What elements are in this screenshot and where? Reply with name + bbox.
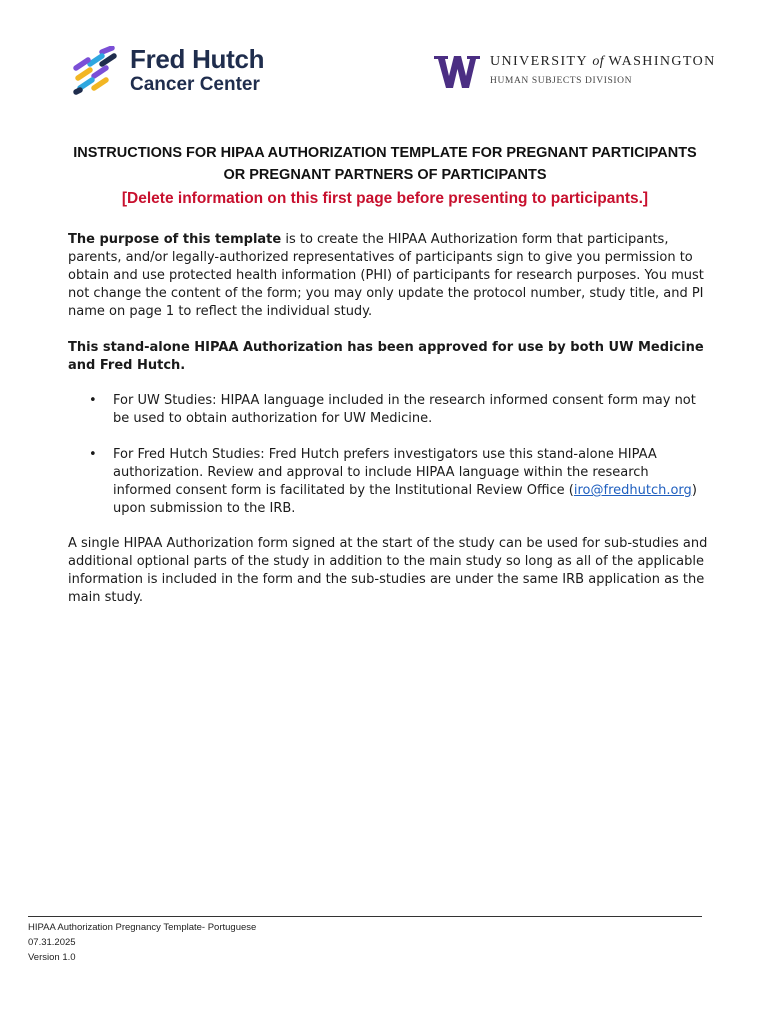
uw-division: HUMAN SUBJECTS DIVISION xyxy=(490,76,633,86)
uw-w-logo-icon xyxy=(434,56,480,88)
fred-hutch-logo-mark-icon xyxy=(72,46,118,96)
iro-email-link[interactable]: iro@fredhutch.org xyxy=(573,483,692,498)
bullet-fh-text-pre: For Fred Hutch Studies: Fred Hutch prefers investigators use this stand-alone HIPAA authorization. Review and approval to include HIPAA language within the research informed consent form is facilitated by the Institutional Review Office ( xyxy=(113,447,657,498)
footer-version: Version 1.0 xyxy=(28,952,76,963)
study-bullet-list xyxy=(68,392,708,536)
purpose-paragraph xyxy=(68,231,708,321)
footer-divider xyxy=(28,916,702,917)
delete-instruction-note: [Delete information on this first page before presenting to participants.] xyxy=(121,190,649,207)
footer-template-name: HIPAA Authorization Pregnancy Template- Portuguese xyxy=(28,922,257,933)
uw-name-university: UNIVERSITY xyxy=(490,54,588,69)
bullet-icon: • xyxy=(89,393,97,408)
uw-logo xyxy=(434,52,716,92)
footer-date: 07.31.2025 xyxy=(28,937,76,948)
purpose-lead: The purpose of this template xyxy=(68,232,282,247)
uw-name-washington: WASHINGTON xyxy=(608,54,716,69)
uw-name-of: of xyxy=(592,54,604,69)
fred-hutch-subtitle: Cancer Center xyxy=(130,74,260,95)
list-item xyxy=(68,446,708,518)
fred-hutch-title: Fred Hutch xyxy=(130,44,265,74)
list-item xyxy=(68,392,708,428)
uw-name xyxy=(490,54,716,70)
bullet-fh-text-post: ) upon submission to the IRB. xyxy=(113,483,697,516)
fred-hutch-logo xyxy=(72,44,302,100)
bullet-icon: • xyxy=(89,447,97,462)
document-title-line-1: INSTRUCTIONS FOR HIPAA AUTHORIZATION TEMPLATE FOR PREGNANT PARTICIPANTS xyxy=(73,145,697,161)
document-title-line-2: OR PREGNANT PARTNERS OF PARTICIPANTS xyxy=(223,167,547,183)
purpose-rest: is to create the HIPAA Authorization form that participants, parents, and/or legally-authorized representatives of participants sign to give you permission to obtain and use protected health information (PHI) of participants for research purposes. You must not change the content of the form; you may only update the protocol number, study title, and PI name on page 1 to reflect the individual study. xyxy=(68,232,704,319)
footer xyxy=(28,920,256,965)
bullet-uw-text: For UW Studies: HIPAA language included in the research informed consent form may not be used to obtain authorization for UW Medicine. xyxy=(113,393,696,426)
substudies-paragraph: A single HIPAA Authorization form signed at the start of the study can be used for sub-studies and additional optional parts of the study in addition to the main study so long as all of the applicable information is included in the form and the sub-studies are under the same IRB application as the main study. xyxy=(68,536,708,605)
approval-paragraph: This stand-alone HIPAA Authorization has been approved for use by both UW Medicine and Fred Hutch. xyxy=(68,340,704,373)
